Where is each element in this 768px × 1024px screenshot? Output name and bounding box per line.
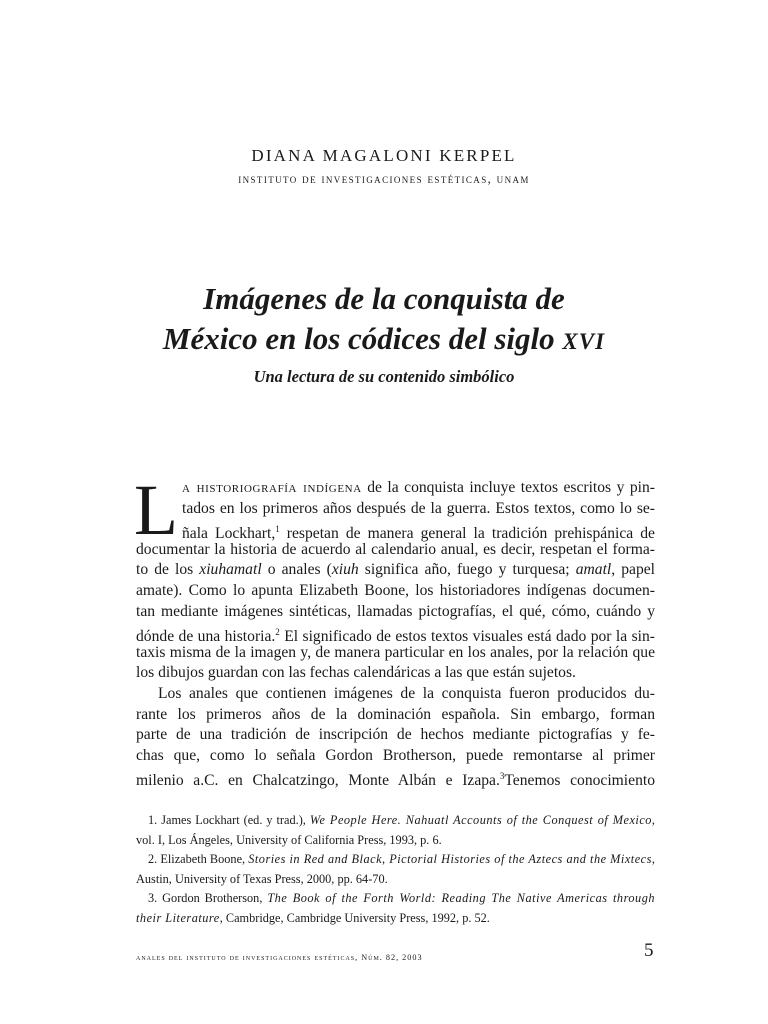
footnote-text: , Cambridge, Cambridge University Press, 1992, p. 52. [219, 910, 490, 925]
term-xiuhamatl: xiuhamatl [199, 561, 262, 579]
footnotes [136, 811, 655, 928]
body-line [136, 478, 655, 499]
footnote-text: Gordon Brotherson, [157, 891, 268, 905]
term-xiuh: xiuh [331, 561, 359, 579]
body-line: los dibujos guardan con las fechas calendáricas a las que están sujetos. [136, 664, 576, 682]
body-text-run: de la conquista incluye textos escritos y pin- [361, 479, 655, 496]
footnote-ref-1: 1 [275, 524, 280, 535]
body-text-run: milenio a.C. en Chalcatzingo, Monte Albán e Izapa. [136, 772, 500, 790]
footnote-text: , [651, 813, 655, 827]
footnote-ref-3: 3 [499, 771, 505, 782]
body-line: parte de una tradición de inscripción de hechos mediante pictografías y fe- [136, 726, 655, 744]
term-amatl: amatl [575, 561, 612, 579]
body-line: chas que, como lo señala Gordon Brotherson, puede remontarse al primer [136, 746, 655, 764]
footnote-text: Elizabeth Boone, [157, 852, 249, 866]
footnote-title: We People Here. Nahuatl Accounts of the Conquest of Mexico [309, 813, 652, 827]
body-text-run: El significado de estos textos visuales está dado por la sin- [279, 628, 655, 646]
footnote-number: 3. [148, 891, 158, 905]
footnote-3-line-2 [136, 909, 655, 929]
author-name: DIANA MAGALONI KERPEL [251, 146, 517, 165]
title-line-2-text: México en los códices del siglo [162, 321, 563, 356]
drop-cap: L [134, 470, 178, 550]
footnote-2 [136, 850, 655, 870]
opening-small-caps: a historiografía indígena [182, 479, 362, 496]
footnote-text: , [651, 852, 655, 866]
body-line: tan mediante imágenes sintéticas, llamadas pictografías, el qué, cómo, cuándo y [136, 602, 655, 620]
author-affiliation: instituto de investigaciones estéticas, unam [238, 172, 530, 186]
body-line [136, 560, 655, 581]
footnote-number: 1. [148, 813, 158, 827]
body-line: rante los primeros años de la dominación española. Sin embargo, forman [136, 705, 655, 723]
body-text-run: significa año, fuego y turquesa; [358, 561, 576, 579]
body-text-run: , papel [611, 561, 655, 579]
body-line: documentar la historia de acuerdo al calendario anual, es decir, respetan el forma- [136, 540, 655, 558]
footnote-title: their Literature [136, 910, 220, 925]
body-text [136, 478, 655, 790]
article-subtitle: Una lectura de su contenido simbólico [253, 367, 515, 386]
footnote-ref-2: 2 [275, 627, 280, 638]
title-line-1: Imágenes de la conquista de [203, 281, 565, 316]
body-text-run: Tenemos conocimiento [504, 772, 655, 790]
body-text-run: respetan de manera general la tradición prehispánica de [279, 525, 655, 543]
title-century: XVI [562, 329, 606, 354]
footnote-number: 2. [148, 852, 158, 866]
body-line [136, 622, 655, 646]
footnote-1 [136, 811, 655, 831]
body-text-run: dónde de una historia. [136, 628, 276, 646]
body-text-run: ñala Lockhart, [182, 525, 276, 543]
footnote-title: Stories in Red and Black, Pictorial Histories of the Aztecs and the Mixtecs [248, 852, 652, 866]
body-text-run: o anales ( [261, 561, 332, 579]
page-number: 5 [644, 940, 654, 961]
body-line [136, 766, 655, 790]
footnote-2-line-2: Austin, University of Texas Press, 2000, pp. 64-70. [136, 871, 388, 886]
body-text-run: to de los [136, 561, 200, 579]
title-line-2 [0, 319, 768, 362]
footnote-title: The Book of the Forth World: Reading The Native Americas through [267, 891, 655, 905]
body-line: Los anales que contienen imágenes de la conquista fueron producidos du- [158, 684, 655, 702]
body-line: amate). Como lo apunta Elizabeth Boone, los historiadores indígenas documen- [136, 581, 655, 599]
footnote-1-line-2: vol. I, Los Ángeles, University of California Press, 1993, p. 6. [136, 832, 442, 847]
body-line [136, 519, 655, 543]
body-line: tados en los primeros años después de la guerra. Estos textos, como lo se- [182, 499, 655, 517]
footnote-text: James Lockhart (ed. y trad.), [157, 813, 310, 827]
footnote-3 [136, 889, 655, 909]
article-title [0, 279, 768, 362]
journal-footer: anales del instituto de investigaciones estéticas, Núm. 82, 2003 [136, 953, 423, 962]
body-line: taxis misma de la imagen y, de manera particular en los anales, por la relación que [136, 643, 655, 661]
